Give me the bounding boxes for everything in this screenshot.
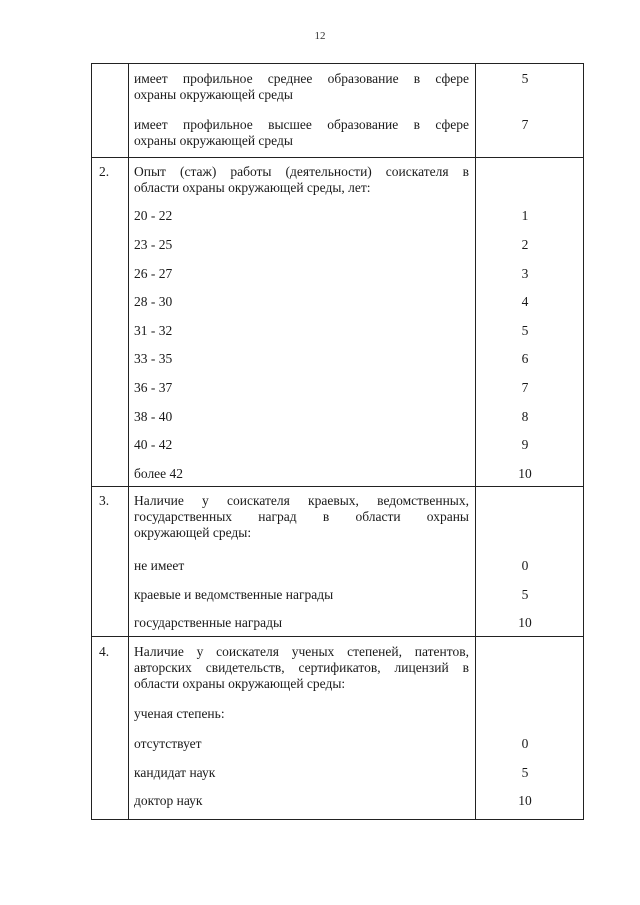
option-text: государственные награды [134, 615, 283, 630]
row-divider [91, 486, 584, 487]
score-value: 0 [521, 736, 529, 751]
criterion-header: авторских свидетельств, сертификатов, лицензий в [134, 660, 469, 675]
option-text: 23 - 25 [134, 237, 173, 252]
table-right-border [583, 63, 584, 820]
criteria-table [91, 63, 584, 820]
criterion-header: государственных наград в области охраны [134, 509, 469, 524]
criterion-header: Наличие у соискателя краевых, ведомственных, [134, 493, 469, 508]
table-top-border [91, 63, 584, 64]
criterion-header: области охраны окружающей среды: [134, 676, 346, 691]
row-number: 3. [99, 493, 110, 508]
page-number: 12 [314, 30, 326, 42]
score-value: 10 [518, 793, 532, 808]
option-text: имеет профильное среднее образование в сфере [134, 71, 469, 86]
criterion-header: окружающей среды: [134, 525, 252, 540]
option-text: краевые и ведомственные награды [134, 587, 334, 602]
score-value: 9 [521, 437, 529, 452]
score-value: 10 [518, 466, 532, 481]
score-value: 6 [521, 351, 529, 366]
option-text: доктор наук [134, 793, 203, 808]
row-number: 4. [99, 644, 110, 659]
option-text: охраны окружающей среды [134, 87, 293, 102]
score-value: 10 [518, 615, 532, 630]
score-value: 0 [521, 558, 529, 573]
score-value: 5 [521, 71, 529, 86]
score-value: 5 [521, 587, 529, 602]
option-text: 28 - 30 [134, 294, 173, 309]
row-number: 2. [99, 164, 110, 179]
score-value: 5 [521, 323, 529, 338]
row-divider [91, 636, 584, 637]
option-text: имеет профильное высшее образование в сфере [134, 117, 469, 132]
score-value: 7 [521, 380, 529, 395]
row-divider [91, 157, 584, 158]
option-text: более 42 [134, 466, 184, 481]
option-text: не имеет [134, 558, 185, 573]
score-value: 4 [521, 294, 529, 309]
criterion-header: Наличие у соискателя ученых степеней, патентов, [134, 644, 469, 659]
option-text: отсутствует [134, 736, 202, 751]
column-divider-score [475, 63, 476, 820]
criterion-header: Опыт (стаж) работы (деятельности) соискателя в [134, 164, 469, 179]
score-value: 2 [521, 237, 529, 252]
option-subheader: ученая степень: [134, 706, 225, 721]
option-text: 20 - 22 [134, 208, 173, 223]
table-bottom-border [91, 819, 584, 820]
table-left-border [91, 63, 92, 820]
option-text: 36 - 37 [134, 380, 173, 395]
option-text: кандидат наук [134, 765, 216, 780]
score-value: 1 [521, 208, 529, 223]
score-value: 3 [521, 266, 529, 281]
score-value: 5 [521, 765, 529, 780]
score-value: 8 [521, 409, 529, 424]
option-text: 26 - 27 [134, 266, 173, 281]
option-text: 40 - 42 [134, 437, 173, 452]
option-text: 33 - 35 [134, 351, 173, 366]
option-text: 38 - 40 [134, 409, 173, 424]
score-value: 7 [521, 117, 529, 132]
option-text: охраны окружающей среды [134, 133, 293, 148]
option-text: 31 - 32 [134, 323, 173, 338]
criterion-header: области охраны окружающей среды, лет: [134, 180, 371, 195]
